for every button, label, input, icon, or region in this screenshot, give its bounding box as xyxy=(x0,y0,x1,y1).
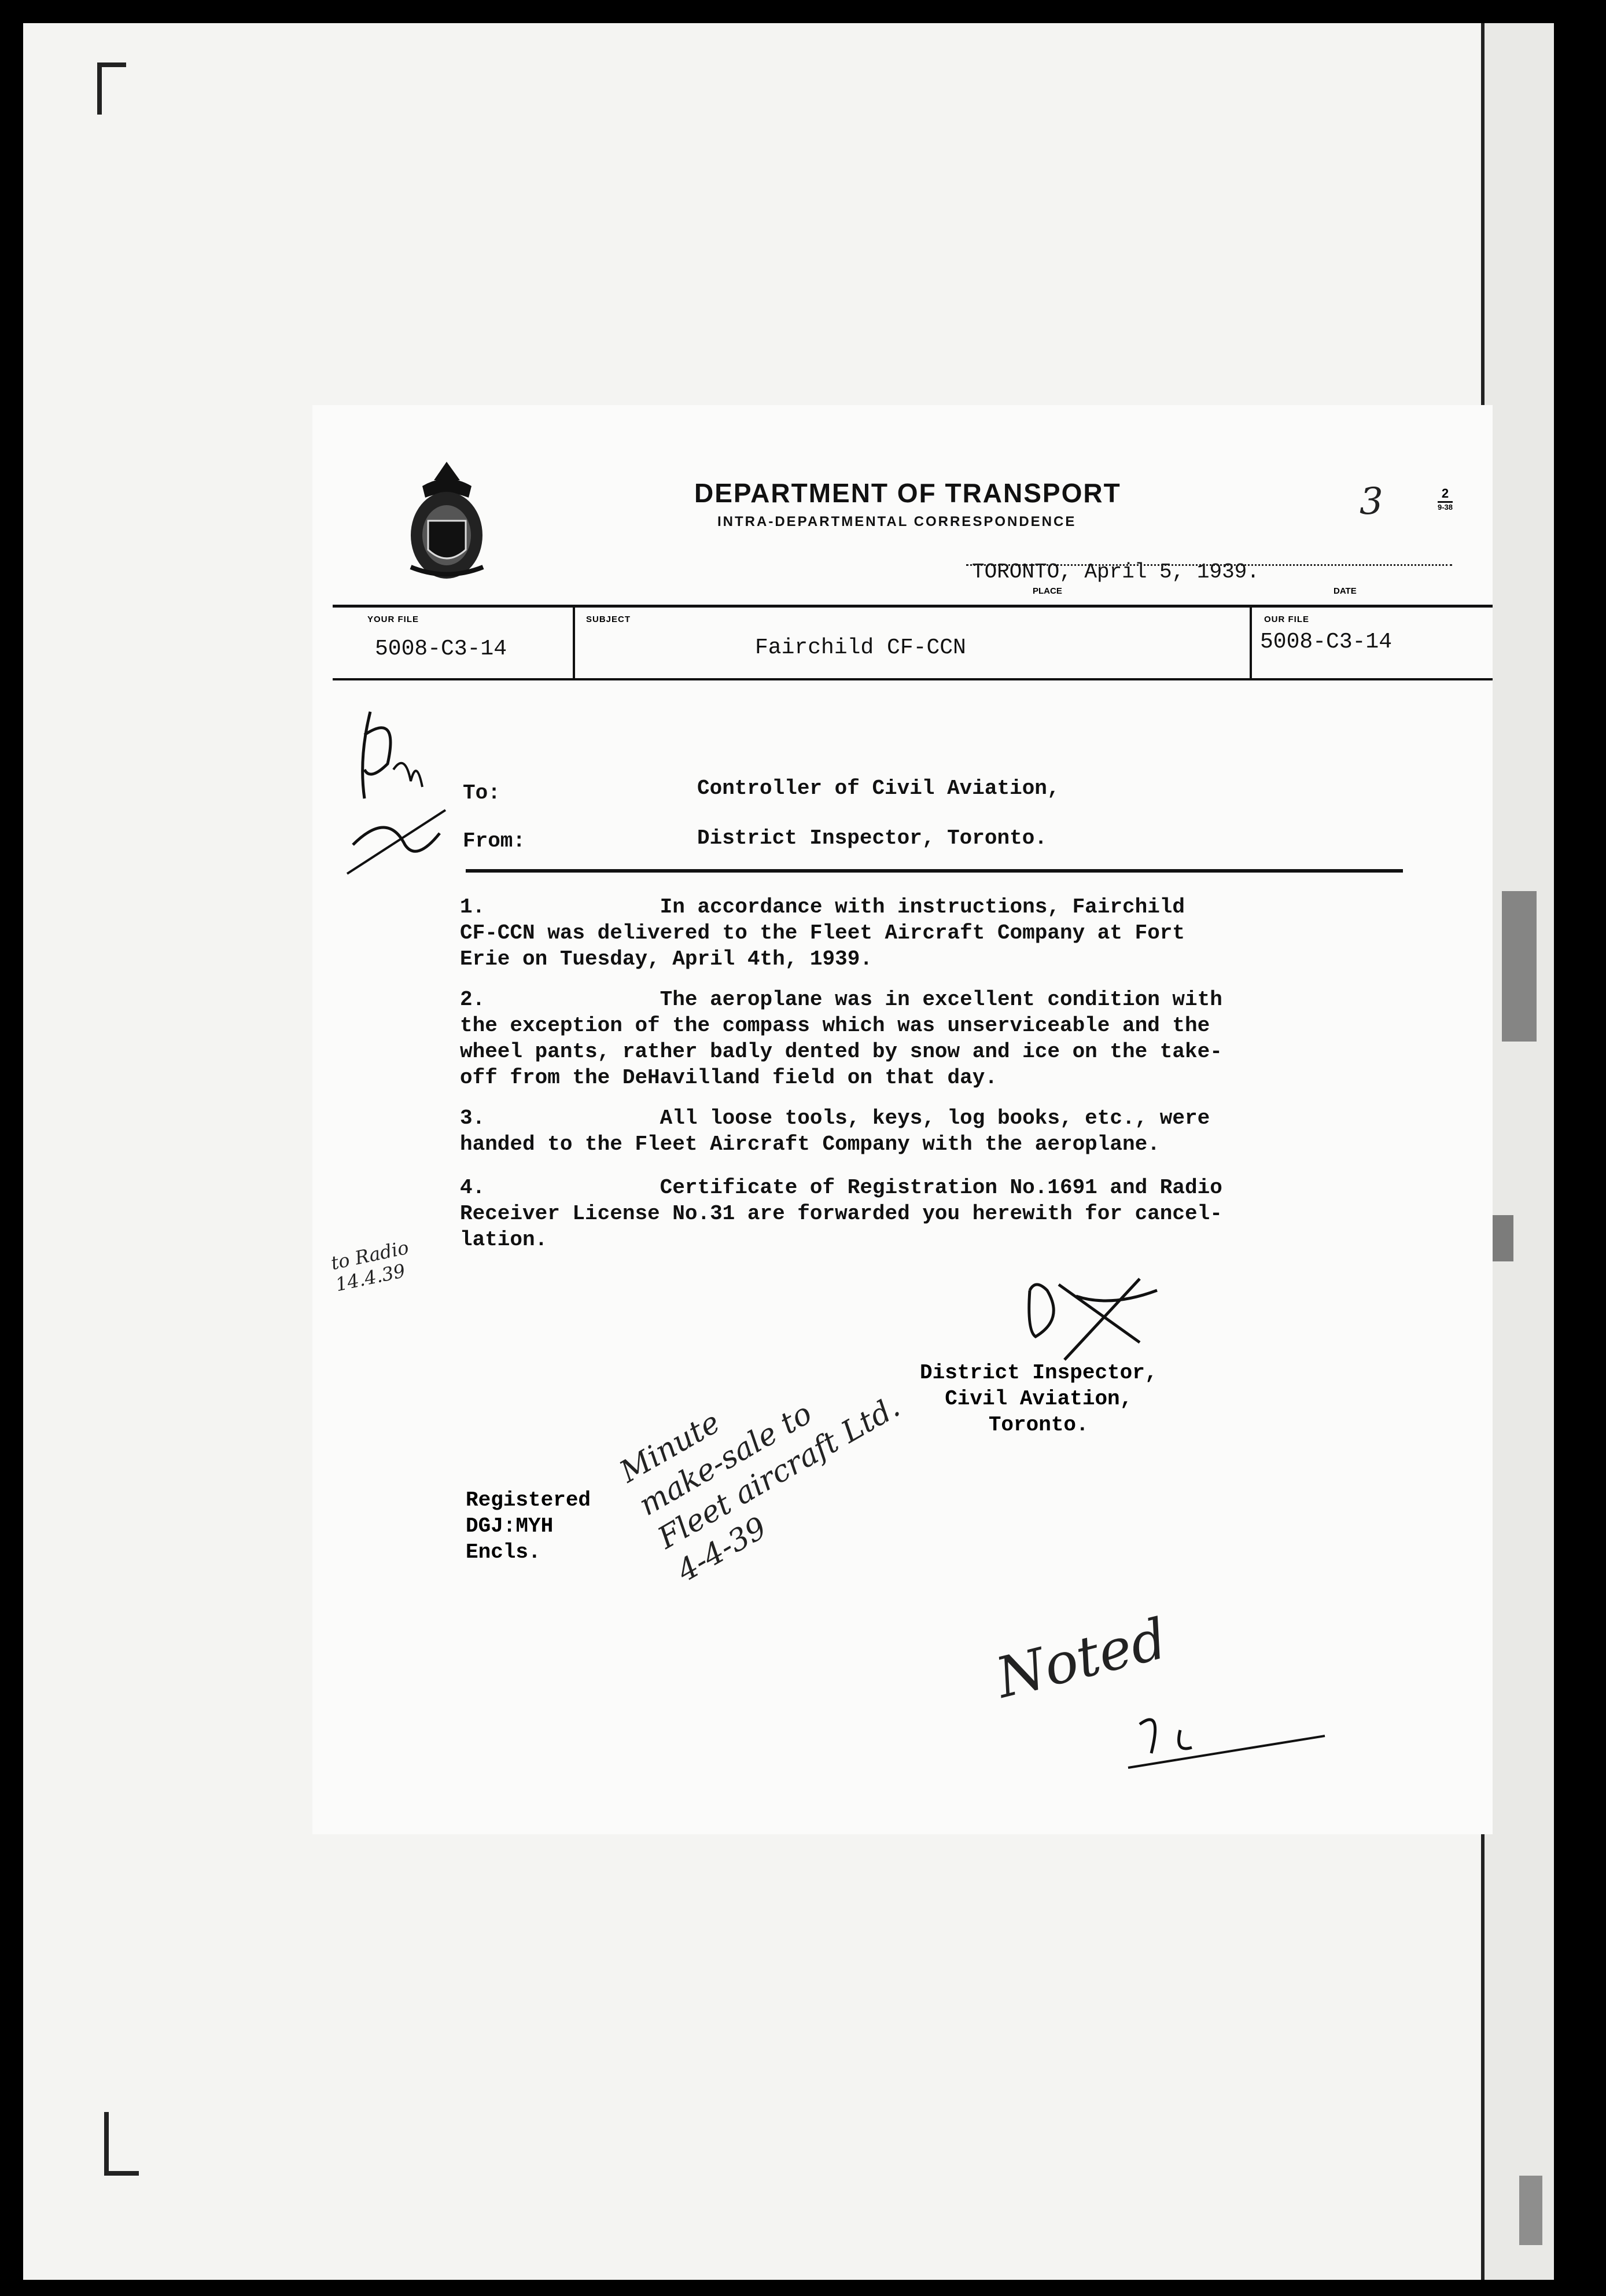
paragraph-4: 4. Certificate of Registration No.1691 and Radio Receiver License No.31 are forwarded you herewith for cancel- lation. xyxy=(460,1176,1222,1252)
crop-mark-top-left-h xyxy=(97,62,126,67)
table-top-rule xyxy=(333,605,1493,608)
signature-block: District Inspector, Civil Aviation, Toronto. xyxy=(920,1361,1158,1437)
our-file-value: 5008-C3-14 xyxy=(1260,630,1393,654)
paragraph-1: 1. In accordance with instructions, Fairchild CF-CCN was delivered to the Fleet Aircraft Company at Fort Erie on Tuesday, April 4th, 1939. xyxy=(460,895,1185,971)
date-label: DATE xyxy=(1334,586,1357,596)
table-divider-2 xyxy=(1250,605,1252,680)
your-file-label: YOUR FILE xyxy=(367,615,419,624)
table-bottom-rule xyxy=(333,678,1493,680)
to-value: Controller of Civil Aviation, xyxy=(697,777,1060,800)
handwritten-page-number: 3 xyxy=(1360,480,1383,523)
handwritten-minute-note: Minute make-sale to Fleet aircraft Ltd. 4-4-39 xyxy=(614,1389,906,1589)
handwritten-radio-note: to Radio 14.4.39 xyxy=(329,1236,411,1296)
from-label: From: xyxy=(463,829,526,853)
address-rule xyxy=(466,869,1403,873)
correspondence-subtitle: INTRA-DEPARTMENTAL CORRESPONDENCE xyxy=(717,514,1077,529)
crop-mark-bottom-left-h xyxy=(104,2171,139,2176)
table-divider-1 xyxy=(573,605,575,680)
paragraph-2: 2. The aeroplane was in excellent condition with the exception of the compass which was unserviceable and the wheel pants, rather badly dented by snow and ice on the take- off from the DeHavilland field on that day. xyxy=(460,988,1222,1090)
paragraph-3: 3. All loose tools, keys, log books, etc., were handed to the Fleet Aircraft Company with the aeroplane. xyxy=(460,1106,1210,1156)
to-label: To: xyxy=(463,781,500,805)
handwritten-signature xyxy=(1024,1273,1163,1366)
handwritten-initials-margin xyxy=(347,700,451,885)
coat-of-arms-crest-icon xyxy=(399,457,495,584)
from-value: District Inspector, Toronto. xyxy=(697,826,1047,850)
place-date-line xyxy=(966,564,1452,566)
place-label: PLACE xyxy=(1033,586,1062,596)
reference-footer: Registered DGJ:MYH Encls. xyxy=(466,1488,591,1564)
subject-label: SUBJECT xyxy=(586,615,631,624)
crop-mark-bottom-left xyxy=(104,2112,109,2176)
crop-mark-top-left xyxy=(97,62,102,115)
subject-value: Fairchild CF-CCN xyxy=(755,635,966,660)
form-number: 2 9-38 xyxy=(1437,486,1453,512)
our-file-label: OUR FILE xyxy=(1264,615,1309,624)
place-date-value: TORONTO, April 5, 1939. xyxy=(972,560,1259,584)
your-file-value: 5008-C3-14 xyxy=(375,636,507,661)
handwritten-noted-underline xyxy=(1128,1701,1331,1771)
handwritten-noted: Noted xyxy=(989,1606,1173,1711)
department-title: DEPARTMENT OF TRANSPORT xyxy=(694,478,1121,508)
